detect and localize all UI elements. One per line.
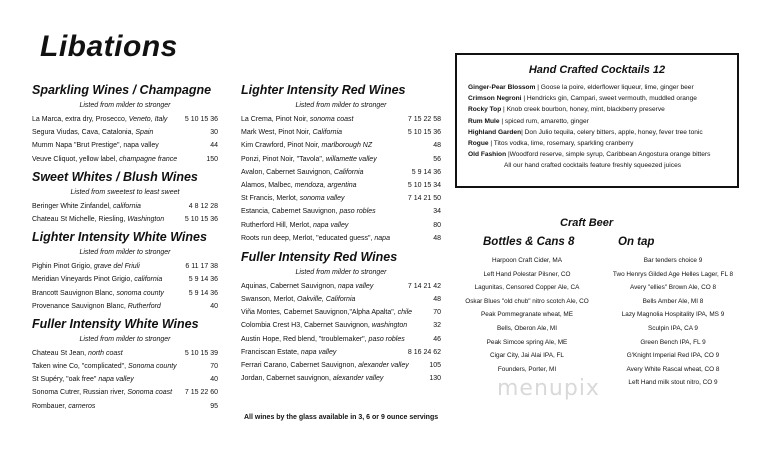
beer-item: Left Hand Polestar Pilsner, CO	[483, 270, 571, 278]
cocktail-description: | Titos vodka, lime, rosemary, sparkling cranberry	[488, 140, 634, 148]
cocktails-title: Hand Crafted Cocktails 12	[528, 64, 666, 76]
cocktail-row	[457, 104, 737, 115]
cocktail-description: | spiced rum, amaretto, ginger	[499, 117, 589, 125]
section-title: Fuller Intensity Red Wines	[241, 249, 398, 264]
wine-row	[241, 374, 441, 387]
wine-origin: alexander valley	[358, 362, 409, 369]
cocktails-footnote: All our hand crafted cocktails feature freshly squeezed juices	[504, 162, 682, 170]
wine-price: 34	[433, 208, 441, 216]
wine-origin: Rutherford	[127, 302, 161, 310]
wine-name	[32, 389, 172, 396]
wine-label: Swanson, Merlot,	[241, 296, 298, 304]
wine-origin: paso robles	[368, 335, 405, 343]
wine-row	[241, 321, 441, 334]
wine-origin: Sonoma county	[128, 363, 177, 371]
section-title: Lighter Intensity White Wines	[32, 230, 207, 245]
wine-label: Estancia, Cabernet Sauvignon,	[241, 208, 340, 216]
wine-label: Kim Crawford, Pinot Noir,	[241, 142, 322, 150]
wine-row	[241, 168, 441, 181]
beer-item: Peak Pommegranate wheat, ME	[481, 311, 573, 319]
cocktail-row	[457, 116, 737, 127]
wine-price: 7 15 22 60	[184, 389, 218, 397]
section-subtitle: Listed from milder to stronger	[79, 249, 171, 257]
wine-column-left	[32, 83, 218, 415]
wine-row	[241, 155, 441, 168]
wine-name	[32, 216, 164, 223]
wine-row	[241, 221, 441, 234]
cocktail-row	[457, 127, 737, 138]
wine-price: 44	[210, 142, 218, 150]
wine-name	[241, 129, 342, 136]
wine-label: Chateau St Michelle, Riesling,	[32, 215, 128, 223]
wine-origin: carneros	[68, 402, 96, 410]
cocktail-row	[457, 93, 737, 104]
wine-label: Ponzi, Pinot Noir, "Tavola",	[241, 155, 326, 163]
wine-price: 5 9 14 36	[411, 168, 441, 176]
wine-price: 40	[210, 302, 218, 310]
cocktail-list	[457, 82, 737, 160]
menu-title: Libations	[40, 30, 178, 63]
wine-origin: california	[112, 202, 141, 210]
beer-item: Avery "ellies" Brown Ale, CO 8	[629, 284, 717, 292]
wine-name	[241, 375, 383, 382]
wine-price: 5 10 15 36	[184, 215, 218, 223]
wine-price: 70	[433, 309, 441, 317]
wine-label: Taken wine Co, "complicated",	[32, 363, 129, 371]
wine-origin: north coast	[88, 349, 123, 357]
wine-label: La Crema, Pinot Noir,	[241, 116, 310, 123]
wine-label: Meridian Vineyards Pinot Grigio,	[32, 276, 135, 284]
wine-price: 5 10 15 39	[184, 349, 218, 357]
wine-origin: Oakville, California	[297, 296, 356, 304]
wine-row	[32, 262, 218, 275]
wine-origin: washington	[371, 322, 408, 330]
section-title: Lighter Intensity Red Wines	[241, 83, 406, 97]
glass-servings-note: All wines by the glass available in 3, 6 or 9 ounce servings	[244, 414, 439, 421]
wine-price: 4 8 12 28	[188, 202, 218, 210]
wine-price: 7 15 22 58	[407, 116, 441, 123]
wine-origin: sonoma county	[116, 289, 164, 297]
cocktail-description: | Knob creek bourbon, honey, mint, blackberry preserve	[501, 106, 665, 114]
bottles-cans-title: Bottles & Cans 8	[483, 236, 575, 248]
wine-origin: Washington	[127, 215, 165, 223]
wine-row	[32, 375, 218, 388]
wine-price: 80	[433, 221, 441, 229]
wine-origin: alexander valley	[332, 375, 384, 383]
wine-price: 5 9 14 36	[188, 276, 218, 284]
wine-name	[32, 203, 141, 210]
wine-row	[241, 128, 441, 141]
wine-price: 48	[433, 142, 441, 150]
wine-origin: napa valley	[312, 221, 349, 229]
bottles-list	[452, 256, 602, 378]
wine-label: Pighin Pinot Grigio,	[32, 263, 94, 271]
wine-origin: grave del Friuli	[93, 263, 140, 271]
wine-price: 46	[433, 335, 441, 343]
wine-origin: chile	[397, 309, 413, 317]
cocktail-name: Crimson Negroni	[468, 95, 522, 103]
beer-item: G'Knight Imperial Red IPA, CO 9	[626, 352, 720, 360]
wine-origin: champagne france	[119, 155, 178, 163]
beer-item: Green Bench IPA, FL 9	[640, 338, 706, 346]
wine-name	[241, 296, 355, 303]
wine-origin: sonoma coast	[309, 116, 354, 123]
beer-item: Cigar City, Jai Alai IPA, FL	[490, 352, 564, 360]
wine-name	[32, 129, 153, 136]
wine-price: 5 10 15 34	[407, 181, 441, 189]
wine-price: 5 10 15 36	[184, 116, 218, 123]
wine-row	[32, 289, 218, 302]
wine-row	[32, 141, 218, 154]
wine-price: 40	[210, 376, 218, 384]
beer-item: Lagunitas, Censored Copper Ale, CA	[474, 284, 580, 292]
wine-origin: Veneto, Italy	[128, 116, 168, 123]
tap-list	[592, 256, 754, 392]
wine-name	[241, 362, 409, 369]
wine-price: 150	[206, 155, 218, 163]
wine-name	[241, 195, 344, 202]
wine-label: Mark West, Pinot Noir,	[241, 129, 313, 137]
wine-label: Rutherford Hill, Merlot,	[241, 221, 313, 229]
wine-label: Chateau St Jean,	[32, 349, 89, 357]
wine-label: Aquinas, Cabernet Sauvignon,	[241, 282, 338, 290]
wine-row	[241, 194, 441, 207]
wine-label: Provenance Sauvignon Blanc,	[32, 302, 128, 310]
wine-row	[241, 181, 441, 194]
wine-row	[32, 128, 218, 141]
wine-name	[241, 208, 376, 215]
beer-item: Bells, Oberon Ale, MI	[496, 324, 558, 332]
wine-price: 7 14 21 50	[407, 195, 441, 203]
wine-name	[32, 350, 123, 357]
wine-row	[32, 388, 218, 401]
section-subtitle: Listed from milder to stronger	[295, 268, 387, 276]
wine-row	[32, 275, 218, 288]
beer-item: Founders, Porter, MI	[497, 365, 557, 373]
wine-origin: napa	[374, 234, 390, 242]
section-subtitle: Listed from milder to stronger	[79, 102, 171, 109]
wine-name	[32, 156, 177, 163]
wine-price: 48	[433, 296, 441, 304]
section-subtitle: Listed from sweetest to least sweet	[70, 188, 180, 196]
wine-name	[241, 309, 412, 316]
wine-row	[32, 362, 218, 375]
cocktail-row	[457, 149, 737, 160]
wine-name	[32, 290, 164, 297]
beer-item: Harpoon Craft Cider, MA	[492, 257, 562, 264]
wine-label: Roots run deep, Merlot, "educated guess",	[241, 234, 375, 242]
wine-name	[241, 222, 348, 229]
wine-label: Rombauer,	[32, 402, 69, 410]
wine-name	[32, 376, 134, 383]
wine-origin: napa valley	[337, 282, 374, 290]
wine-origin: napa valley	[300, 348, 337, 356]
wine-row	[241, 141, 441, 154]
cocktail-row	[457, 138, 737, 149]
wine-name	[32, 116, 167, 123]
wine-origin: Spain	[135, 129, 154, 137]
section-full-white	[32, 317, 218, 415]
wine-origin: marlborough NZ	[321, 142, 373, 150]
cocktail-name: Highland Garden	[468, 128, 522, 136]
cocktail-name: Ginger-Pear Blossom	[468, 84, 536, 91]
wine-price: 7 14 21 42	[407, 282, 441, 290]
wine-row	[241, 234, 441, 247]
beer-item: Avery White Rascal wheat, CO 8	[626, 365, 720, 373]
wine-price: 6 11 17 38	[185, 263, 218, 271]
wine-price: 130	[429, 375, 441, 383]
wine-label: Jordan, Cabernet sauvignon,	[241, 375, 333, 383]
wine-price: 105	[429, 362, 441, 369]
wine-row	[32, 402, 218, 415]
cocktail-description: | Don Julio tequila, celery bitters, apple, honey, fever tree tonic	[521, 128, 703, 136]
watermark: menupix	[497, 376, 600, 401]
wine-price: 5 9 14 36	[188, 289, 218, 297]
wine-row	[32, 349, 218, 362]
wine-price: 30	[210, 129, 218, 137]
cocktail-name: Rogue	[468, 140, 489, 148]
craft-beer-title: Craft Beer	[560, 217, 614, 229]
wine-row	[241, 295, 441, 308]
wine-name	[241, 349, 336, 356]
wine-row	[241, 115, 441, 128]
section-subtitle: Listed from milder to stronger	[79, 335, 171, 343]
wine-label: Sonoma Cutrer, Russian river,	[32, 389, 128, 397]
wine-origin: Sonoma coast	[127, 389, 173, 397]
section-light-red	[241, 83, 441, 247]
wine-label: Mumm Napa "Brut Prestige", napa valley	[32, 142, 159, 150]
wine-price: 8 16 24 62	[407, 348, 441, 356]
section-title: Sweet Whites / Blush Wines	[32, 169, 198, 184]
section-sweet	[32, 170, 218, 228]
wine-label: Beringer White Zinfandel,	[32, 202, 113, 210]
wine-row	[241, 335, 441, 348]
wine-label: Brancott Sauvignon Blanc,	[32, 289, 117, 297]
wine-price: 70	[210, 363, 218, 371]
cocktail-row	[457, 82, 737, 93]
cocktail-description: |Woodford reserve, simple syrup, Caribbean Angostura orange bitters	[506, 151, 711, 159]
wine-origin: mendoza, argentina	[294, 181, 357, 189]
wine-row	[32, 202, 218, 215]
wine-row	[241, 361, 441, 374]
wine-origin: sonoma valley	[299, 195, 345, 203]
beer-item: Bells Amber Ale, MI 8	[642, 297, 704, 305]
wine-label: Segura Viudas, Cava, Catalonia,	[32, 129, 136, 137]
wine-origin: willamette valley	[325, 155, 377, 163]
section-subtitle: Listed from milder to stronger	[295, 102, 387, 109]
cocktail-name: Rum Mule	[468, 117, 500, 125]
wine-row	[32, 115, 218, 128]
section-full-red	[241, 250, 441, 388]
beer-item: Peak Simcoe spring Ale, ME	[486, 338, 568, 346]
beer-item: Bar tenders choice 9	[643, 257, 703, 264]
wine-origin: California	[312, 129, 343, 137]
wine-label: Alamos, Malbec,	[241, 181, 295, 189]
wine-name	[241, 322, 407, 329]
wine-label: St Supéry, "oak free"	[32, 376, 99, 384]
cocktail-name: Old Fashion	[468, 151, 507, 159]
wine-name	[241, 156, 377, 163]
section-title: Sparkling Wines / Champagne	[32, 83, 212, 97]
wine-name	[241, 336, 405, 343]
wine-name	[241, 169, 363, 176]
section-light-white	[32, 230, 218, 315]
wine-row	[241, 282, 441, 295]
wine-label: Colombia Crest H3, Cabernet Sauvignon,	[241, 322, 372, 330]
wine-name	[241, 142, 372, 149]
wine-price: 5 10 15 36	[407, 129, 441, 137]
section-title: Fuller Intensity White Wines	[32, 316, 199, 331]
wine-price: 32	[433, 322, 441, 330]
cocktail-name: Rocky Top	[468, 106, 502, 114]
wine-row	[32, 155, 218, 168]
wine-name	[241, 235, 390, 242]
wine-label: La Marca, extra dry, Prosecco,	[32, 116, 129, 123]
wine-name	[32, 403, 95, 410]
beer-item: Sculpin IPA, CA 9	[648, 324, 698, 332]
wine-row	[241, 348, 441, 361]
section-sparkling	[32, 83, 218, 168]
on-tap-title: On tap	[618, 236, 655, 248]
wine-name	[32, 303, 161, 310]
wine-name	[32, 276, 162, 283]
cocktails-box	[455, 53, 739, 188]
wine-name	[241, 283, 373, 290]
wine-name	[32, 142, 159, 149]
wine-name	[241, 116, 353, 123]
wine-column-middle	[241, 83, 441, 387]
wine-price: 56	[433, 155, 441, 163]
wine-label: Austin Hope, Red blend, "troublemaker",	[241, 335, 369, 343]
wine-label: St Francis, Merlot,	[241, 195, 300, 203]
wine-name	[32, 363, 177, 370]
wine-row	[241, 207, 441, 220]
wine-price: 48	[433, 234, 441, 242]
wine-label: Viña Montes, Cabernet Sauvignon,"Alpha Apalta",	[241, 309, 398, 317]
cocktail-description: | Goose la poire, elderflower liqueur, lime, ginger beer	[535, 84, 694, 91]
beer-item: Left Hand milk stout nitro, CO 9	[628, 379, 718, 387]
wine-origin: California	[333, 168, 364, 176]
cocktail-description: | Hendricks gin, Campari, sweet vermouth, muddled orange	[521, 95, 697, 103]
wine-origin: california	[134, 276, 163, 284]
wine-row	[32, 302, 218, 315]
wine-name	[32, 263, 140, 270]
wine-price: 95	[210, 402, 218, 410]
beer-item: Two Henrys Gilded Age Helles Lager, FL 8	[612, 270, 734, 278]
wine-label: Veuve Cliquot, yellow label,	[32, 155, 120, 163]
wine-label: Avalon, Cabernet Sauvignon,	[241, 168, 334, 176]
wine-name	[241, 182, 357, 189]
wine-origin: napa valley	[98, 376, 134, 384]
beer-item: Lazy Magnolia Hospitality IPA, MS 9	[621, 311, 725, 319]
wine-row	[241, 308, 441, 321]
beer-item: Oskar Blues "old chub" nitro scotch Ale, CO	[465, 297, 589, 305]
wine-label: Ferrari Carano, Cabernet Sauvignon,	[241, 362, 359, 369]
wine-label: Franciscan Estate,	[241, 348, 301, 356]
wine-origin: paso robles	[339, 208, 376, 216]
wine-row	[32, 215, 218, 228]
